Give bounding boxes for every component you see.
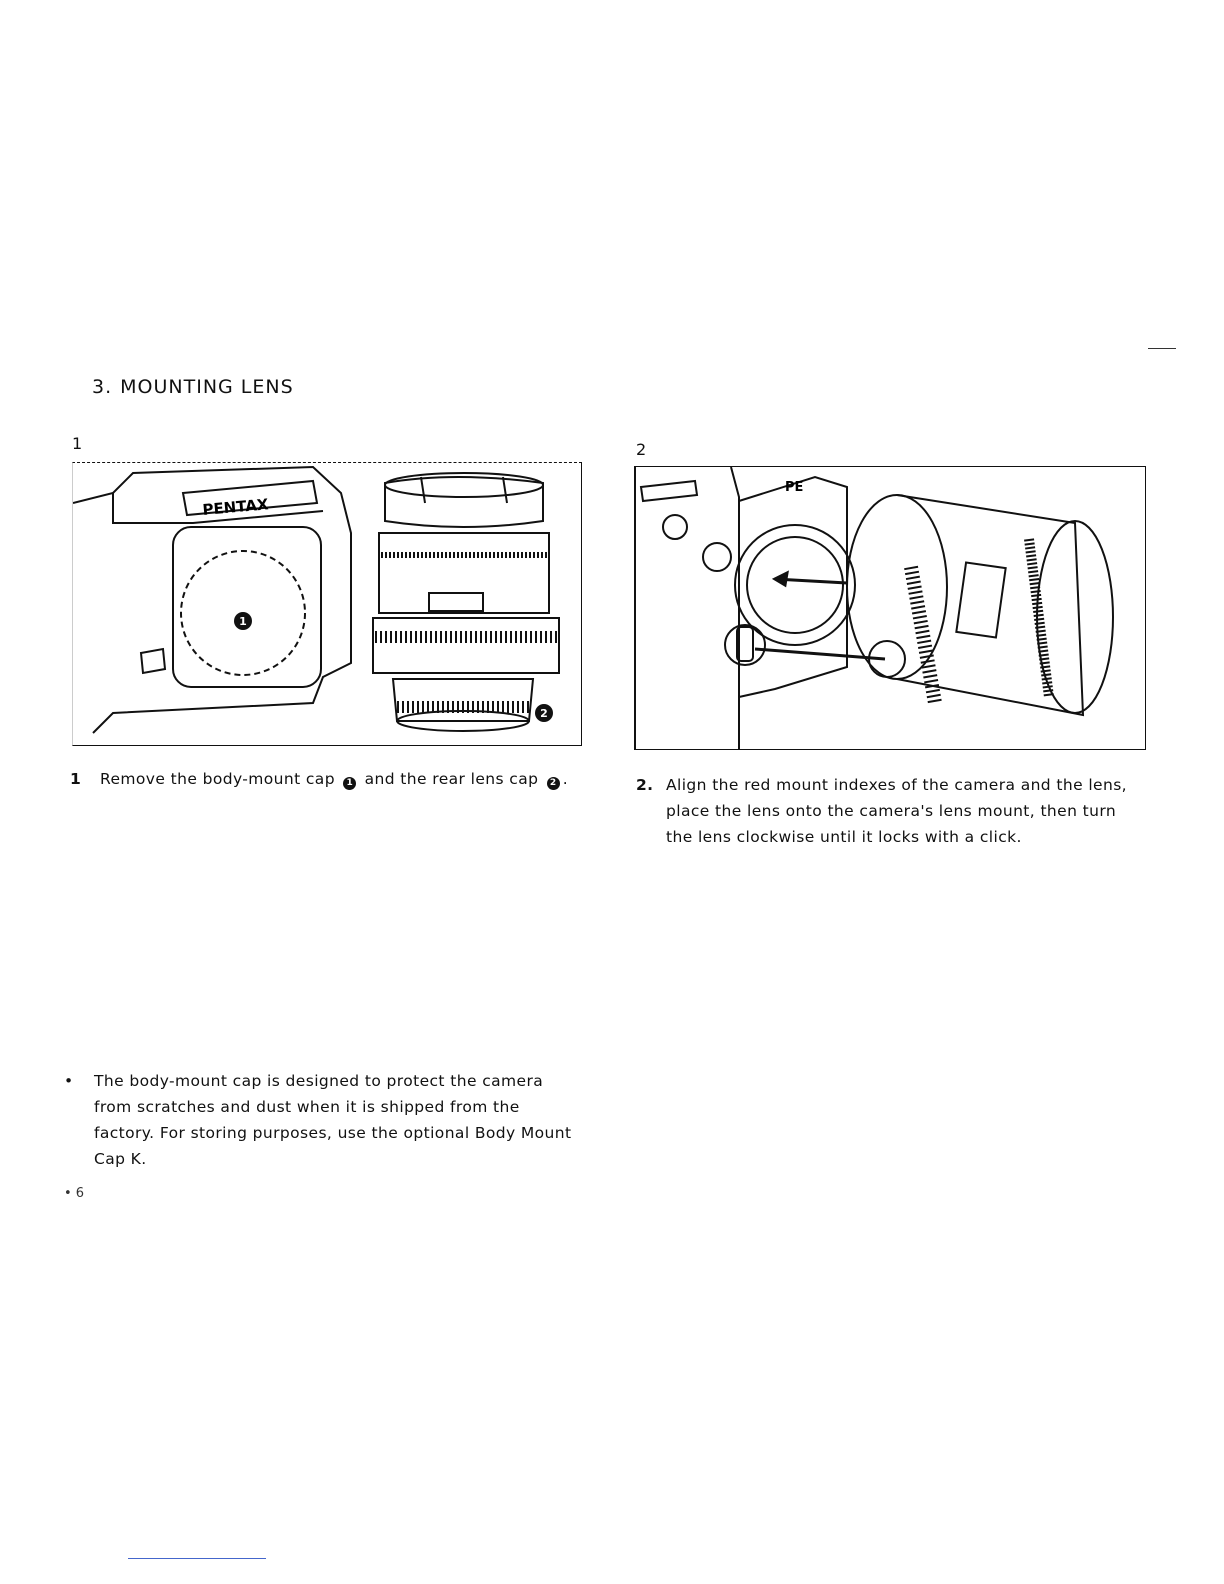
figure-1-brand-text: PENTAX [201, 495, 270, 519]
step-1-text-end: . [562, 770, 569, 788]
step-2-caption [636, 772, 1146, 850]
step-1-text-part-2: and the rear lens cap [364, 770, 539, 788]
step-1-text-part-1: Remove the body-mount cap [100, 770, 335, 788]
figure-2-brand-text: PE [785, 480, 804, 495]
camera-body-and-lens-drawing [73, 463, 581, 745]
section-heading [92, 376, 294, 398]
note-text: The body-mount cap is designed to protect the camera from scratches and dust when it is shipped from the factory. For storing purposes, use the optional Body Mount Cap K. [94, 1072, 572, 1168]
figure-1-number: 1 [72, 434, 83, 453]
figure-2-illustration [634, 466, 1146, 750]
body-mount-cap-note [64, 1068, 584, 1172]
step-2-number: 2. [636, 776, 654, 794]
step-2-text: Align the red mount indexes of the camera and the lens, place the lens onto the camera's lens mount, then turn the lens clockwise until it locks with a click. [666, 776, 1128, 846]
lens-mounting-drawing [635, 467, 1145, 749]
figure-2-number: 2 [636, 440, 647, 459]
note-bullet: • [64, 1072, 74, 1090]
page-edge-dash [1148, 348, 1176, 349]
figure-1-marker-2: 2 [540, 707, 548, 720]
step-1-number: 1 [70, 770, 82, 788]
rear-lens-cap-marker-icon: 2 [547, 777, 560, 790]
step-1-text [100, 766, 570, 792]
step-1-caption [70, 766, 570, 792]
section-number: 3. [92, 376, 113, 398]
footer-rule [128, 1558, 266, 1559]
body-mount-cap-marker-icon: 1 [343, 777, 356, 790]
figure-1-marker-1: 1 [239, 615, 247, 628]
section-title: MOUNTING LENS [120, 376, 294, 398]
page-number: • 6 [64, 1186, 85, 1201]
figure-1-illustration [72, 462, 582, 746]
